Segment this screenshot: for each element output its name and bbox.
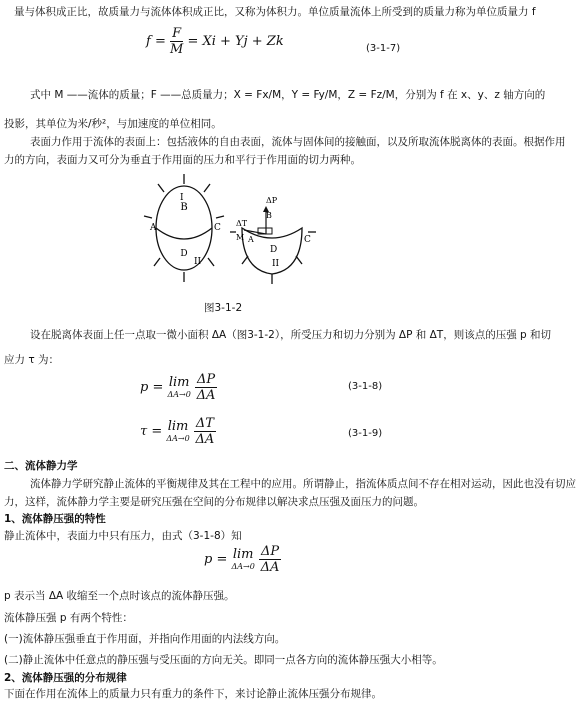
equation-3-1-8 [140, 372, 217, 403]
eq-sp-lim-word: lim [232, 547, 254, 562]
eq-sp-lhs: p = [204, 552, 228, 567]
equation-3-1-7 [146, 26, 284, 57]
label-C-left: C [214, 223, 221, 233]
eq8-lim-word: lim [168, 375, 190, 390]
label-dT: ΔT [236, 219, 248, 228]
sub2-line1: 下面在作用在流体上的质量力只有重力的条件下，来讨论静止流体压强分布规律。 [4, 688, 382, 700]
eq9-lim-word: lim [167, 419, 189, 434]
label-A-left: A [150, 223, 157, 233]
label-B-right: B [266, 211, 272, 220]
label-C-right: C [304, 235, 311, 245]
label-dP: ΔP [266, 196, 278, 205]
eq-f-num: F [170, 26, 183, 42]
section2-line2: 力，这样，流体静力学主要是研究压强在空间的分布规律以解决求点压强及面压力的问题。 [4, 496, 424, 508]
sub1-after-eq: p 表示当 ΔA 收缩至一个点时该点的流体静压强。 [4, 590, 235, 602]
arrow-dT [244, 230, 266, 234]
eq8-num: ΔP [197, 372, 216, 387]
eq-sp-fraction [259, 544, 281, 575]
equation-static-pressure [204, 544, 281, 575]
eq9-fraction [194, 416, 216, 447]
eq-sp-lim [232, 548, 255, 571]
section2-heading: 二、流体静力学 [4, 460, 78, 472]
eq9-num: ΔT [195, 416, 214, 431]
left-body-section [156, 228, 212, 239]
figure-caption: 图3-1-2 [204, 302, 243, 314]
eq8-lim-sub: ΔA→0 [167, 390, 191, 399]
sub1-prop1: (一)流体静压强垂直于作用面，并指向作用面的内法线方向。 [4, 633, 286, 645]
eq-sp-den: ΔA [260, 560, 280, 575]
sub1-prop2: (二)静止流体中任意点的静压强与受压面的方向无关。即同一点各方向的流体静压强大小相等。 [4, 654, 443, 666]
eq9-lim [166, 420, 189, 443]
label-II-right: II [272, 259, 280, 269]
para3-line1: 设在脱离体表面上任一点取一微小面积 ΔA（图3-1-2），所受压力和切力分别为 ΔP 和 ΔT，则该点的压强 p 和切 [30, 329, 552, 341]
label-M: M [236, 233, 245, 242]
eq9-lim-sub: ΔA→0 [166, 434, 190, 443]
eq-label-3-1-7: (3-1-7) [366, 43, 401, 54]
eq-f-right: = Xi + Yj + Zk [187, 34, 284, 49]
para1-def-line: 式中 M ——流体的质量；F ——总质量力；X = Fx/M，Y = Fy/M，Z = Fz/M，分别为 f 在 x、y、z 轴方向的 [30, 89, 546, 101]
eq-f-fraction [170, 26, 183, 57]
sub1-line1: 静止流体中，表面力中只有压力，由式（3-1-8）知 [4, 530, 242, 542]
eq-sp-lim-sub: ΔA→0 [231, 562, 255, 571]
eq-sp-num: ΔP [261, 544, 280, 559]
eq8-fraction [195, 372, 217, 403]
para1-line3: 投影，其单位为米/秒²，与加速度的单位相同。 [4, 118, 222, 130]
equation-3-1-9 [140, 416, 216, 447]
eq8-lhs: p = [140, 380, 164, 395]
label-II-left: II [194, 257, 202, 267]
sub2-heading: 2、流体静压强的分布规律 [4, 672, 127, 684]
sub1-heading: 1、流体静压强的特性 [4, 513, 106, 525]
label-B-left: B [180, 202, 188, 213]
eq-label-3-1-8: (3-1-8) [348, 381, 383, 392]
para2-line2: 力的方向，表面力又可分为垂直于作用面的压力和平行于作用面的切力两种。 [4, 154, 361, 166]
eq9-den: ΔA [195, 432, 215, 447]
para1-line1: 量与体积成正比，故质量力与流体体积成正比，又称为体积力。单位质量流体上所受到的质量力称为单位质量力 f [14, 6, 536, 18]
para2-line1: 表面力作用于流体的表面上：包括液体的自由表面，流体与固体间的接触面，以及所取流体脱离体的表面。根据作用 [30, 136, 566, 148]
label-I-left: I [180, 193, 184, 203]
eq8-lim [168, 376, 191, 399]
eq8-den: ΔA [196, 388, 216, 403]
label-D-right: D [270, 245, 278, 255]
eq-label-3-1-9: (3-1-9) [348, 428, 383, 439]
figure-3-1-2 [140, 168, 330, 298]
section2-line1: 流体静力学研究静止流体的平衡规律及其在工程中的应用。所谓静止，指流体质点间不存在相对运动，因此也没有切应 [30, 478, 576, 490]
para3-line2: 应力 τ 为： [4, 354, 59, 366]
label-A-right: A [248, 235, 254, 244]
eq-f-den: M [169, 42, 184, 57]
eq9-lhs: τ = [140, 424, 163, 439]
eq-f-left: f = [146, 34, 166, 49]
sub1-two-props: 流体静压强 p 有两个特性： [4, 612, 133, 624]
label-D-left: D [180, 249, 188, 259]
